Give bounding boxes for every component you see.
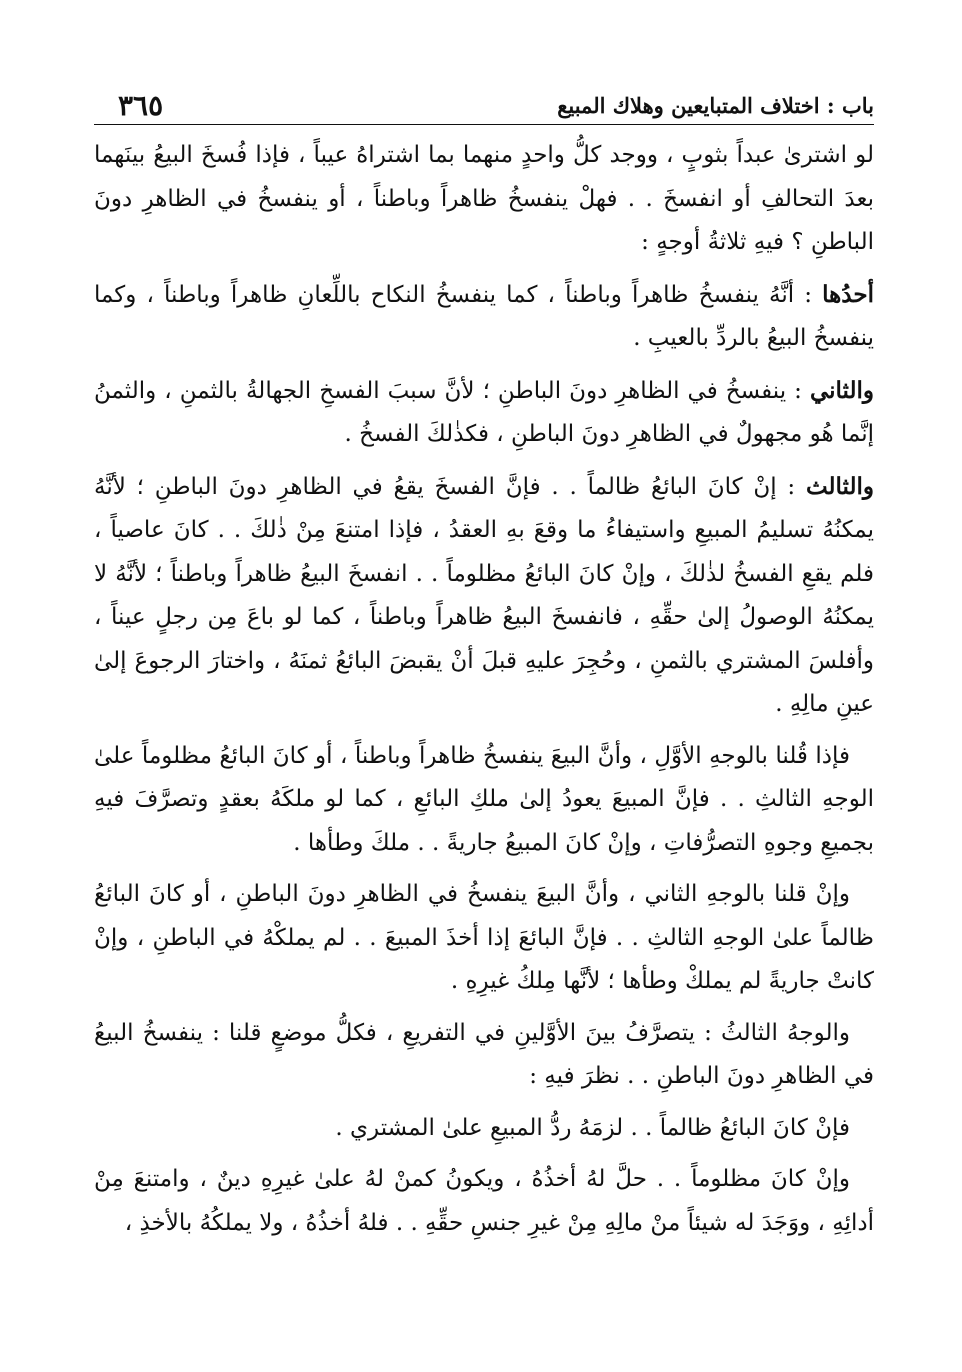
page-number: ٣٦٥ <box>118 89 164 122</box>
paragraph-text: وإنْ كانَ مظلوماً . . حلَّ لهُ أخذُهُ ، ويكونُ كمنْ لهُ علىٰ غيرِهِ دينٌ ، وامتنعَ مِنْ أدائِهِ ، ووَجَدَ له شيئاً منْ مالِهِ مِنْ غيرِ جنسِ حقِّهِ . . فلهُ أخذُهُ ، ولا يملكُهُ بالأخذِ ، <box>94 1166 874 1236</box>
paragraph-lead: أحدُها <box>822 280 874 308</box>
paragraph-lead: والثالث <box>805 472 874 500</box>
paragraph-intro <box>94 134 874 265</box>
paragraph-if-first <box>94 735 874 866</box>
paragraph-text: : أنَّهُ ينفسخُ ظاهراً وباطناً ، كما ينفسخُ النكاح باللِّعانِ ظاهراً وباطناً ، وكما ينفسخُ البيعُ بالردِّ بالعيبِ . <box>94 281 874 351</box>
paragraph-text: وإنْ قلنا بالوجهِ الثاني ، وأنَّ البيعَ ينفسخُ في الظاهرِ دونَ الباطنِ ، أو كانَ البائعُ ظالماً علىٰ الوجهِ الثالثِ . . فإنَّ البائعَ إذا أخذَ المبيعَ . . لم يملكْهُ في الباطنِ ، وإنْ كانتْ جاريةً لم يملكْ وطأها ؛ لأنَّها مِلكُ غيرِهِ . <box>94 881 874 994</box>
paragraph-text: فإذا قُلنا بالوجهِ الأوَّلِ ، وأنَّ البيعَ ينفسخُ ظاهراً وباطناً ، أو كانَ البائعُ مظلوماً علىٰ الوجهِ الثالثِ . . فإنَّ المبيعَ يعودُ إلىٰ ملكِ البائعِ ، كما لو ملكَهُ بعقدٍ وتصرَّفَ فيهِ بجميعِ وجوهِ التصرُّفاتِ ، وإنْ كانَ المبيعُ جاريةً . . ملكَ وطأها . <box>94 742 874 856</box>
paragraph-text: : إنْ كانَ البائعُ ظالماً . . فإنَّ الفسخَ يقعُ في الظاهرِ دونَ الباطنِ ؛ لأنَّهُ يمكنُهُ تسليمُ المبيعِ واستيفاءُ ما وقعَ بهِ العقدُ ، فإذا امتنعَ مِنْ ذٰلكَ . . كانَ عاصياً ، فلم يقعِ الفسخُ لذٰلكَ ، وإنْ كانَ البائعُ مظلوماً . . انفسخَ البيعُ ظاهراً وباطناً ؛ لأنَّهُ لا يمكنُهُ الوصولُ إلىٰ حقِّهِ ، فانفسخَ البيعُ ظاهراً وباطناً ، كما لو باعَ مِن رجلٍ عيناً ، وأفلسَ المشتري بالثمنِ ، وحُجِرَ عليهِ قبلَ أنْ يقبضَ البائعُ ثمنَهُ ، واختارَ الرجوعَ إلىٰ عينِ مالِهِ . <box>94 473 874 717</box>
paragraph-second-view <box>94 369 874 457</box>
page-body <box>94 134 874 1253</box>
paragraph-if-second <box>94 873 874 1004</box>
paragraph-first-view <box>94 273 874 361</box>
paragraph-third-detail <box>94 1012 874 1099</box>
paragraph-text: لو اشترىٰ عبداً بثوبٍ ، ووجد كلُّ واحدٍ منهما بما اشتراهُ عيباً ، فإذا فُسخَ البيعُ بينَهما بعدَ التحالفِ أو انفسخَ . . فهلْ ينفسخُ ظاهراً وباطناً ، أو ينفسخُ في الظاهرِ دونَ الباطنِ ؟ فيهِ ثلاثةُ أوجهٍ : <box>94 142 875 255</box>
paragraph-seller-unjust <box>94 1107 874 1151</box>
running-header <box>94 84 874 125</box>
paragraph-third-view <box>94 465 874 727</box>
paragraph-text: : ينفسخُ في الظاهرِ دونَ الباطنِ ؛ لأنَّ سببَ الفسخِ الجهالةُ بالثمنِ ، والثمنُ إنَّما هُو مجهولٌ في الظاهرِ دونَ الباطنِ ، فكذٰلكَ الفسخُ . <box>94 377 874 447</box>
paragraph-seller-wronged <box>94 1158 874 1245</box>
chapter-title: باب : اختلاف المتبايعين وهلاك المبيع <box>557 93 874 118</box>
paragraph-text: فإنْ كانَ البائعُ ظالماً . . لزمَهُ ردُّ المبيعِ علىٰ المشتري . <box>335 1114 850 1141</box>
paragraph-text: والوجهُ الثالثُ : يتصرَّفُ بينَ الأوَّلينِ في التفريعِ ، فكلُّ موضعٍ قلنا : ينفسخُ البيعُ في الظاهرِ دونَ الباطنِ . . نظرَ فيهِ : <box>94 1019 874 1089</box>
paragraph-lead: والثاني <box>809 376 874 404</box>
